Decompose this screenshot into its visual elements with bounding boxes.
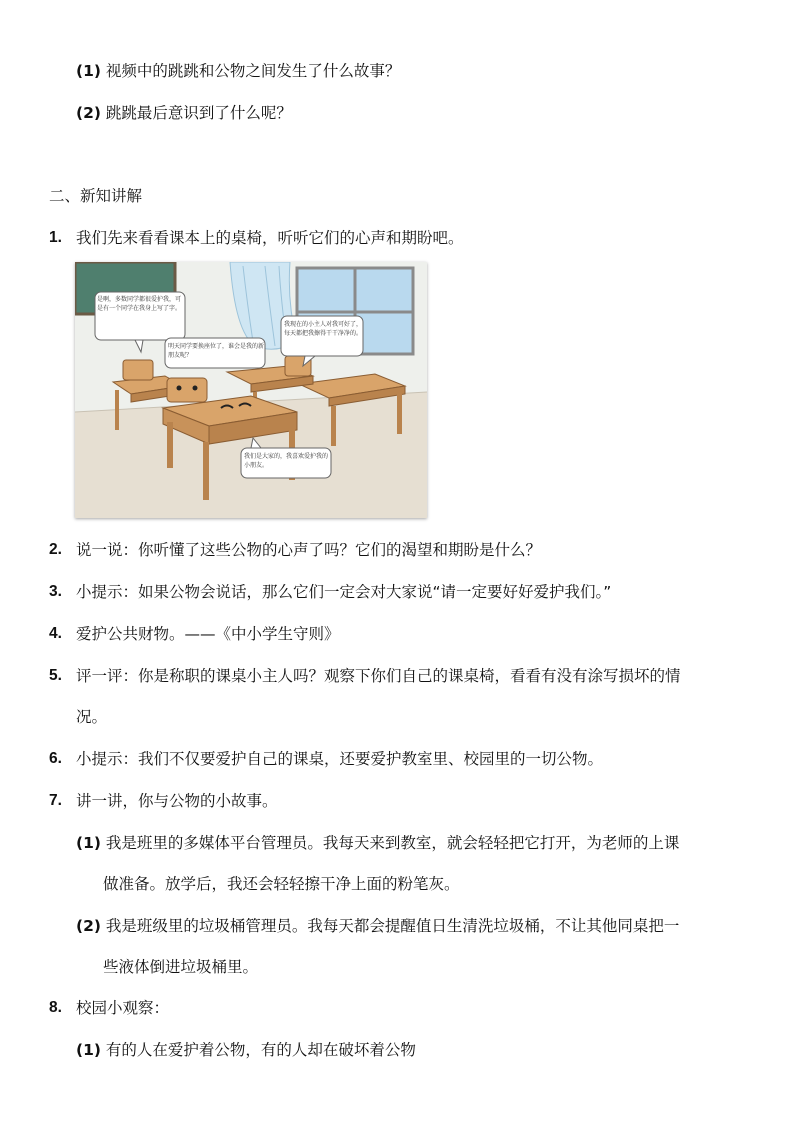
question-text: 跳跳最后意识到了什么呢？ [105, 104, 292, 122]
sub-text: 我是班级里的垃圾桶管理员。我每天都会提醒值日生清洗垃圾桶，不让其他同桌把一 [105, 917, 680, 935]
item-number: 2. [49, 541, 62, 558]
observation-1 [76, 1040, 416, 1060]
item-number: 3. [49, 583, 62, 600]
item-number: 1. [49, 229, 62, 246]
item-text: 讲一讲，你与公物的小故事。 [76, 792, 278, 810]
speech-bubble-text: 我们是大家的，我喜欢爱护我的小朋友。 [244, 453, 329, 469]
speech-bubble-text: 是啊，多数同学都很爱护我，可是有一个同学在我身上写了字。 [97, 296, 182, 312]
item-number: 4. [49, 625, 62, 642]
question-text: 视频中的跳跳和公物之间发生了什么故事？ [105, 62, 401, 80]
speech-bubble-text: 明天同学要换座位了，谁会是我的新朋友呢？ [168, 343, 265, 359]
item-number: 5. [49, 667, 62, 684]
item-number: 7. [49, 792, 62, 809]
sub-text: 有的人在爱护着公物，有的人却在破坏着公物 [105, 1041, 416, 1059]
item-text: 说一说：你听懂了这些公物的心声了吗？它们的渴望和期盼是什么？ [76, 541, 542, 559]
story-1 [76, 833, 679, 853]
item-text: 爱护公共财物。——《中小学生守则》 [76, 625, 340, 643]
item-text: 评一评：你是称职的课桌小主人吗？观察下你们自己的课桌椅，看看有没有涂写损坏的情 [76, 667, 681, 685]
question-marker: (1) [76, 62, 101, 80]
sub-text: 我是班里的多媒体平台管理员。我每天来到教室，就会轻轻把它打开，为老师的上课 [105, 834, 680, 852]
item-text: 我们先来看看课本上的桌椅，听听它们的心声和期盼吧。 [76, 229, 464, 247]
speech-bubble-text: 我现在的小主人对我可好了，每天都把我擦得干干净净的。 [284, 321, 363, 337]
item-number: 6. [49, 750, 62, 767]
story-1-continued: 做准备。放学后，我还会轻轻擦干净上面的粉笔灰。 [103, 875, 460, 893]
item-text: 小提示：我们不仅要爱护自己的课桌，还要爱护教室里、校园里的一切公物。 [76, 750, 604, 768]
item-number: 8. [49, 999, 62, 1016]
sub-marker: (1) [76, 834, 101, 852]
sub-marker: (1) [76, 1041, 101, 1059]
item-text-continued: 况。 [76, 708, 108, 726]
question-marker: (2) [76, 104, 101, 122]
intro-question-2 [76, 103, 292, 123]
section-heading: 二、新知讲解 [49, 187, 143, 205]
item-text: 小提示：如果公物会说话，那么它们一定会对大家说“请一定要好好爱护我们。” [76, 583, 612, 601]
story-2 [76, 916, 679, 936]
item-text: 校园小观察： [76, 999, 170, 1017]
story-2-continued: 些液体倒进垃圾桶里。 [103, 958, 259, 976]
sub-marker: (2) [76, 917, 101, 935]
classroom-illustration [75, 262, 427, 518]
intro-question-1 [76, 61, 400, 81]
